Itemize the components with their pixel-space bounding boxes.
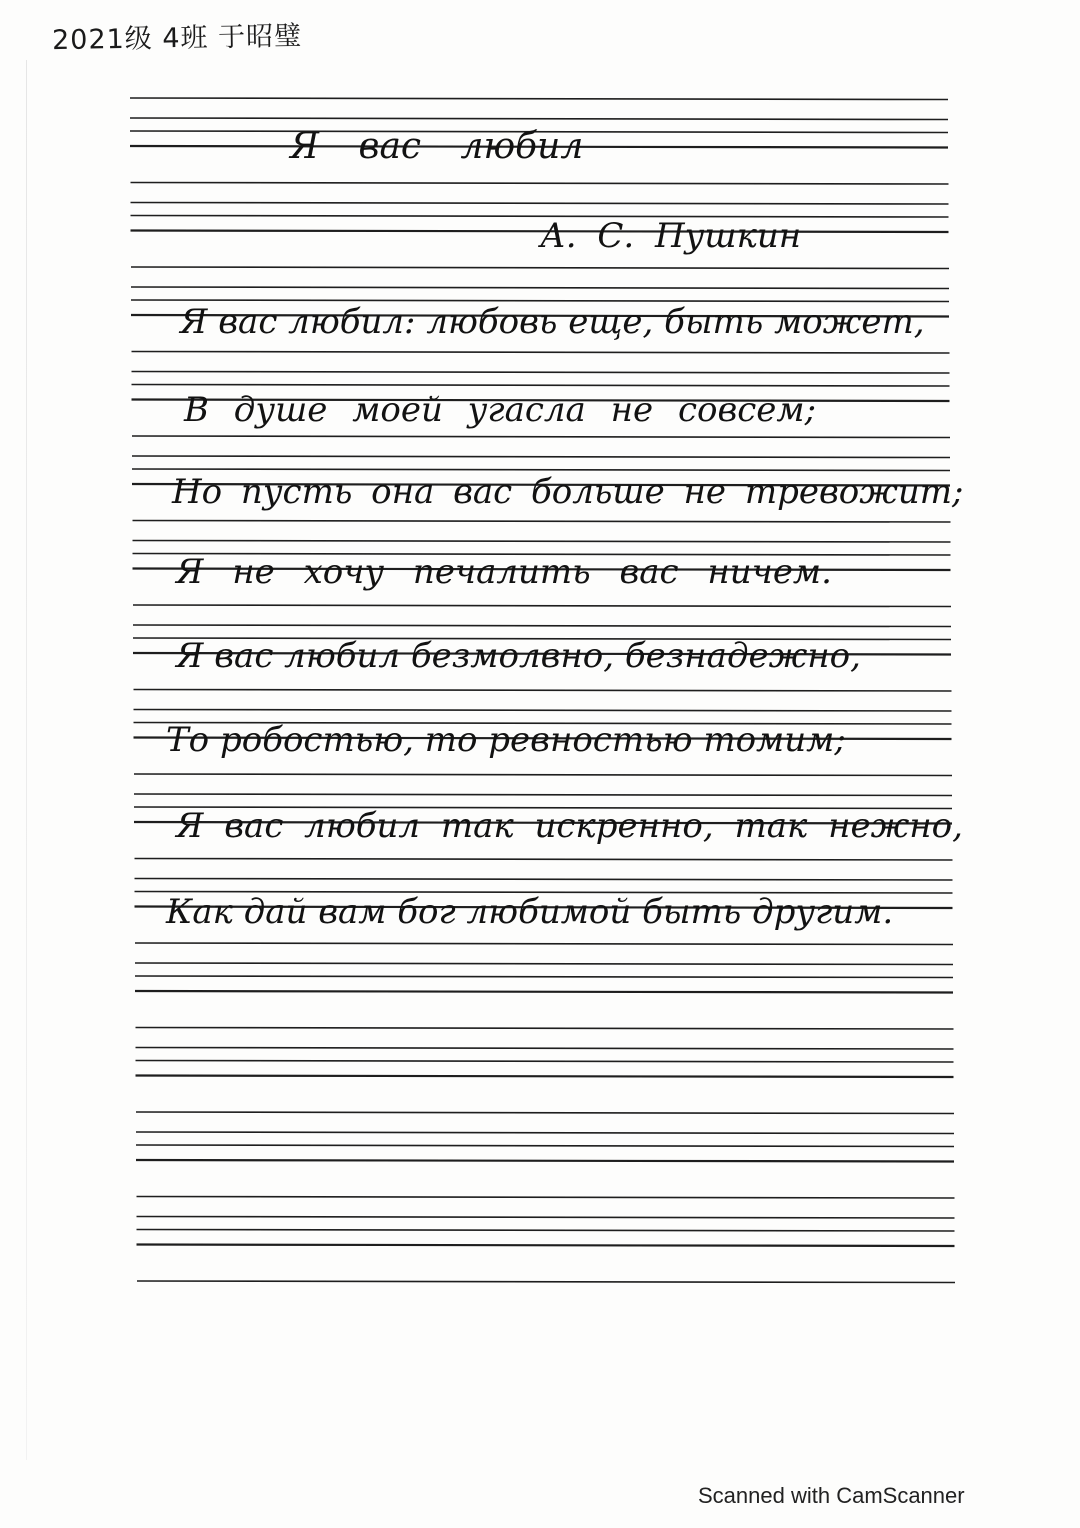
ruled-line [135, 859, 953, 861]
ruled-line [134, 690, 952, 692]
ruled-line [131, 267, 949, 269]
ruled-line [134, 794, 952, 796]
ruled-line [136, 1028, 954, 1030]
ruled-line [132, 456, 950, 458]
ruled-line [136, 1112, 954, 1114]
poem-line-6: То робостью, то ревностью томим; [166, 720, 846, 760]
poem-line-4: Я не хочу печалить вас ничем. [176, 552, 832, 592]
ruled-line [135, 879, 953, 881]
ruled-line [137, 1281, 955, 1283]
ruled-line [132, 352, 950, 354]
ruled-line [133, 541, 951, 543]
ruled-line [136, 1132, 954, 1134]
ruled-line [133, 521, 951, 523]
poem-title: Я вас любил [290, 126, 584, 167]
ruled-line [137, 1197, 955, 1199]
ruled-line [130, 98, 948, 100]
ruled-line [133, 625, 951, 627]
poem-line-5: Я вас любил безмолвно, безнадежно, [176, 636, 861, 676]
poem-line-1: Я вас любил: любовь еще, быть может, [180, 302, 925, 342]
ruled-line [136, 1145, 954, 1147]
poem-line-3: Но пусть она вас больше не тревожит; [172, 472, 964, 512]
ruled-line [132, 436, 950, 438]
ruled-line [135, 976, 953, 978]
ruled-line [130, 118, 948, 120]
ruled-line [137, 1245, 955, 1247]
ruled-line [136, 1160, 954, 1162]
poem-line-2: В душе моей угасла не совсем; [184, 390, 817, 430]
ruled-line [131, 287, 949, 289]
poem-author: А. С. Пушкин [540, 216, 802, 256]
poem-line-8: Как дай вам бог любимой быть другим. [166, 892, 894, 932]
ruled-line [136, 1076, 954, 1078]
ruled-line [135, 991, 953, 993]
ruled-line [137, 1217, 955, 1219]
ruled-line [137, 1230, 955, 1232]
ruled-line [136, 1048, 954, 1050]
ruled-line [135, 943, 953, 945]
ruled-line [134, 774, 952, 776]
student-header-note: 2021级 4班 于昭璧 [51, 20, 303, 57]
ruled-line [131, 183, 949, 185]
ruled-line [132, 469, 950, 471]
ruled-line [132, 385, 950, 387]
ruled-line [136, 1061, 954, 1063]
ruled-line [132, 372, 950, 374]
ruled-line [135, 963, 953, 965]
ruled-line [133, 605, 951, 607]
ruled-line [134, 710, 952, 712]
poem-line-7: Я вас любил так искренно, так нежно, [176, 806, 963, 846]
scanner-watermark: Scanned with CamScanner [698, 1483, 965, 1508]
ruled-line [131, 203, 949, 205]
